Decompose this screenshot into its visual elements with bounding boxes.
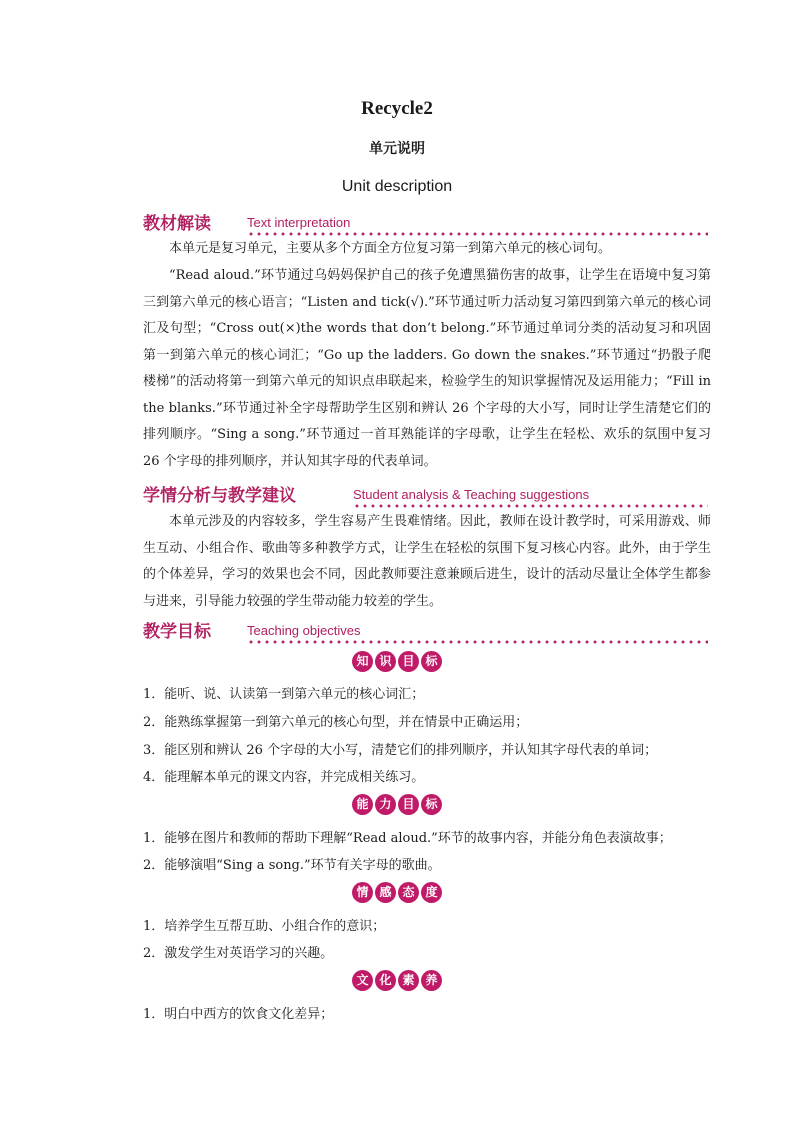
badge-char: 态 <box>398 882 419 903</box>
badge-char: 目 <box>398 651 419 672</box>
list-item: 2．能够演唱“Sing a song.”环节有关字母的歌曲。 <box>143 858 441 873</box>
list-item: 1．能够在图片和教师的帮助下理解“Read aloud.”环节的故事内容，并能分角色表演故事； <box>143 831 672 846</box>
subtitle-en: Unit description <box>341 178 453 195</box>
section-header-text-interpretation <box>143 210 708 236</box>
section-header-teaching-objectives <box>143 618 708 644</box>
list-item: 2．激发学生对英语学习的兴趣。 <box>143 946 334 961</box>
section-title-zh: 学情分析与教学建议 <box>143 486 296 506</box>
badge-char: 素 <box>398 970 419 991</box>
list-item: 4．能理解本单元的课文内容，并完成相关练习。 <box>143 770 425 785</box>
list-item: 1．明白中西方的饮食文化差异； <box>143 1007 334 1022</box>
dotted-rule <box>247 640 708 644</box>
section-title-zh: 教材解读 <box>143 214 211 234</box>
section-title-en: Text interpretation <box>247 215 351 230</box>
badge-char: 度 <box>421 882 442 903</box>
badge-char: 化 <box>375 970 396 991</box>
badge-char: 养 <box>421 970 442 991</box>
badge-char: 感 <box>375 882 396 903</box>
badge-emotional-attitude <box>0 881 794 903</box>
section-header-student-analysis <box>143 482 708 508</box>
badge-char: 标 <box>421 651 442 672</box>
subtitle-zh: 单元说明 <box>369 141 425 157</box>
badge-char: 标 <box>421 794 442 815</box>
badge-char: 文 <box>352 970 373 991</box>
badge-char: 目 <box>398 794 419 815</box>
badge-cultural-literacy <box>0 969 794 991</box>
badge-ability-objectives <box>0 793 794 815</box>
list-item: 1．培养学生互帮互助、小组合作的意识； <box>143 919 386 934</box>
page-title: Recycle2 <box>361 98 433 119</box>
paragraph: 本单元是复习单元，主要从多个方面全方位复习第一到第六单元的核心词句。 <box>169 241 612 256</box>
section-title-zh: 教学目标 <box>143 622 211 642</box>
list-item: 2．能熟练掌握第一到第六单元的核心句型，并在情景中正确运用； <box>143 715 529 730</box>
badge-char: 知 <box>352 651 373 672</box>
badge-char: 力 <box>375 794 396 815</box>
list-item: 3．能区别和辨认 26 个字母的大小写，清楚它们的排列顺序，并认知其字母代表的单词； <box>143 743 658 758</box>
badge-char: 情 <box>352 882 373 903</box>
section-title-en: Student analysis & Teaching suggestions <box>353 487 590 502</box>
paragraph: 本单元涉及的内容较多，学生容易产生畏难情绪。因此，教师在设计教学时，可采用游戏、师生互动、小组合作、歌曲等多种教学方式，让学生在轻松的氛围下复习核心内容。此外，由于学生的个体差异，学习的效果也会不同，因此教师要注意兼顾后进生，设计的活动尽量让全体学生都参与进来，引导能力较强的学生带动能力较差的学生。 <box>143 514 711 609</box>
badge-char: 识 <box>375 651 396 672</box>
list-item: 1．能听、说、认读第一到第六单元的核心词汇； <box>143 687 425 702</box>
badge-knowledge-objectives <box>0 650 794 672</box>
paragraph: “Read aloud.”环节通过乌妈妈保护自己的孩子免遭黑猫伤害的故事，让学生在语境中复习第三到第六单元的核心语言；“Listen and tick(√).”环节通过听力活动复习第四到第六单元的核心词汇及句型；“Cross out(×)the words that don’t belong.”环节通过单词分类的活动复习和巩固第一到第六单元的核心词汇；“Go up the ladders. Go down the snakes.”环节通过“扔骰子爬楼梯”的活动将第一到第六单元的知识点串联起来，检验学生的知识掌握情况及运用能力；“Fill in the blanks.”环节通过补全字母帮助学生区别和辨认 26 个字母的大小写，同时让学生清楚它们的排列顺序。“Sing a song.”环节通过一首耳熟能详的字母歌，让学生在轻松、欢乐的氛围中复习 26 个字母的排列顺序，并认知其字母的代表单词。 <box>143 268 711 469</box>
dotted-rule <box>353 504 708 508</box>
badge-char: 能 <box>352 794 373 815</box>
section-title-en: Teaching objectives <box>247 623 361 638</box>
